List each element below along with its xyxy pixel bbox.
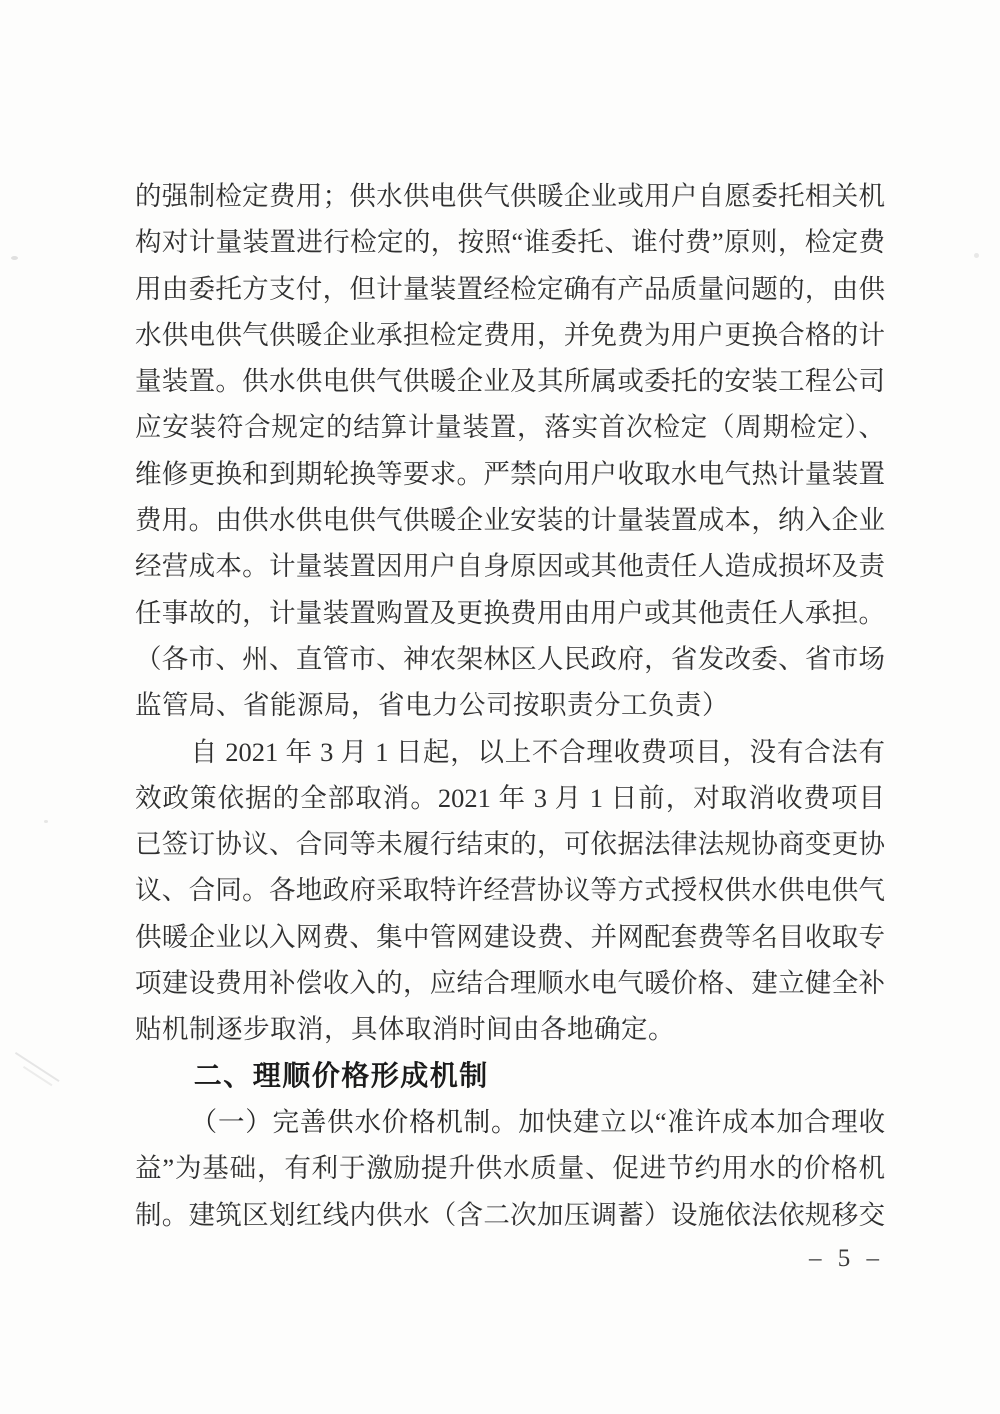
text-line: 任事故的，计量装置购置及更换费用由用户或其他责任人承担。 <box>135 597 885 628</box>
scan-speck <box>11 256 18 260</box>
text-line: 监管局、省能源局，省电力公司按职责分工负责） <box>135 690 729 721</box>
section-heading: 二、理顺价格形成机制 <box>193 1059 489 1091</box>
text-line: 的强制检定费用；供水供电供气供暖企业或用户自愿委托相关机 <box>135 181 885 211</box>
scan-speck <box>44 820 48 823</box>
text-segment: 加快建立以“准许成本加合理收 <box>518 1106 886 1137</box>
text-line: 供暖企业以入网费、集中管网建设费、并网配套费等名目收取专 <box>135 921 885 952</box>
text-line: 项建设费用补偿收入的，应结合理顺水电气暖价格、建立健全补 <box>135 968 885 999</box>
text-line: 量装置。供水供电供气供暖企业及其所属或委托的安装工程公司 <box>135 366 885 397</box>
text-line: 经营成本。计量装置因用户自身原因或其他责任人造成损坏及责 <box>135 551 885 582</box>
text-block <box>135 173 885 1238</box>
text-line: 构对计量装置进行检定的，按照“谁委托、谁付费”原则，检定费 <box>135 227 885 258</box>
page-number: – 5 – <box>809 1245 884 1272</box>
text-line: 议、合同。各地政府采取特许经营协议等方式授权供水供电供气 <box>135 875 885 906</box>
text-line <box>135 1099 885 1145</box>
text-line: 费用。由供水供电供气供暖企业安装的计量装置成本，纳入企业 <box>135 505 885 536</box>
text-line: （各市、州、直管市、神农架林区人民政府，省发改委、省市场 <box>135 643 885 674</box>
text-line: 贴机制逐步取消，具体取消时间由各地确定。 <box>135 1014 675 1045</box>
text-line: 益”为基础，有利于激励提升供水质量、促进节约用水的价格机 <box>135 1153 885 1184</box>
text-line: 用由委托方支付，但计量装置经检定确有产品质量问题的，由供 <box>135 273 885 304</box>
scan-speck <box>974 253 979 258</box>
text-segment: （一）完善供水价格机制。 <box>190 1106 519 1137</box>
text-line: 已签订协议、合同等未履行结束的，可依据法律法规协商变更协 <box>135 829 885 860</box>
text-line: 自 2021 年 3 月 1 日起，以上不合理收费项目，没有合法有 <box>190 736 885 767</box>
text-line: 效政策依据的全部取消。2021 年 3 月 1 日前，对取消收费项目 <box>135 782 885 813</box>
text-line: 应安装符合规定的结算计量装置，落实首次检定（周期检定）、 <box>135 412 885 443</box>
text-line: 维修更换和到期轮换等要求。严禁向用户收取水电气热计量装置 <box>135 458 885 489</box>
text-line: 水供电供气供暖企业承担检定费用，并免费为用户更换合格的计 <box>135 319 885 350</box>
text-line: 制。建筑区划红线内供水（含二次加压调蓄）设施依法依规移交 <box>135 1199 885 1230</box>
